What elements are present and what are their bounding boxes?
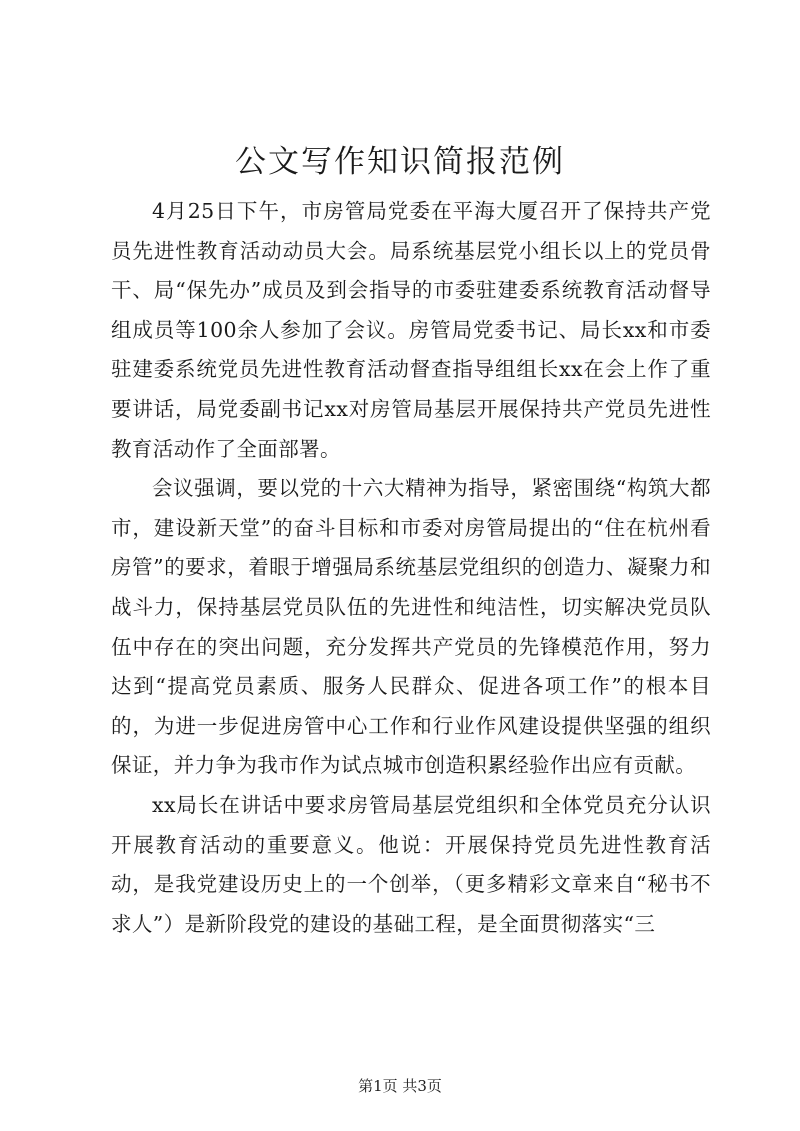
paragraph-2: 会议强调，要以党的十六大精神为指导，紧密围绕“构筑大都市，建设新天堂”的奋斗目标和市委对房管局提出的“住在杭州看房管”的要求，着眼于增强局系统基层党组织的创造力、凝聚力和战斗力，保持基层党员队伍的先进性和纯洁性，切实解决党员队伍中存在的突出问题，充分发挥共产党员的先锋模范作用，努力达到“提高党员素质、服务人民群众、促进各项工作”的根本目的，为进一步促进房管中心工作和行业作风建设提供坚强的组织保证，并力争为我市作为试点城市创造积累经验作出应有贡献。 [111,476,711,778]
document-title: 公文写作知识简报范例 [235,144,565,180]
document-body [111,192,711,944]
page-footer: 第1页 共3页 [358,1077,442,1095]
paragraph-1: 4月25日下午，市房管局党委在平海大厦召开了保持共产党员先进性教育活动动员大会。局系统基层党小组长以上的党员骨干、局“保先办”成员及到会指导的市委驻建委系统教育活动督导组成员等100余人参加了会议。房管局党委书记、局长xx和市委驻建委系统党员先进性教育活动督查指导组组长xx在会上作了重要讲话，局党委副书记xx对房管局基层开展保持共产党员先进性教育活动作了全面部署。 [111,199,711,461]
paragraph-3: xx局长在讲话中要求房管局基层党组织和全体党员充分认识开展教育活动的重要意义。他说：开展保持党员先进性教育活动，是我党建设历史上的一个创举，（更多精彩文章来自“秘书不求人”）是新阶段党的建设的基础工程，是全面贯彻落实“三 [111,792,711,936]
